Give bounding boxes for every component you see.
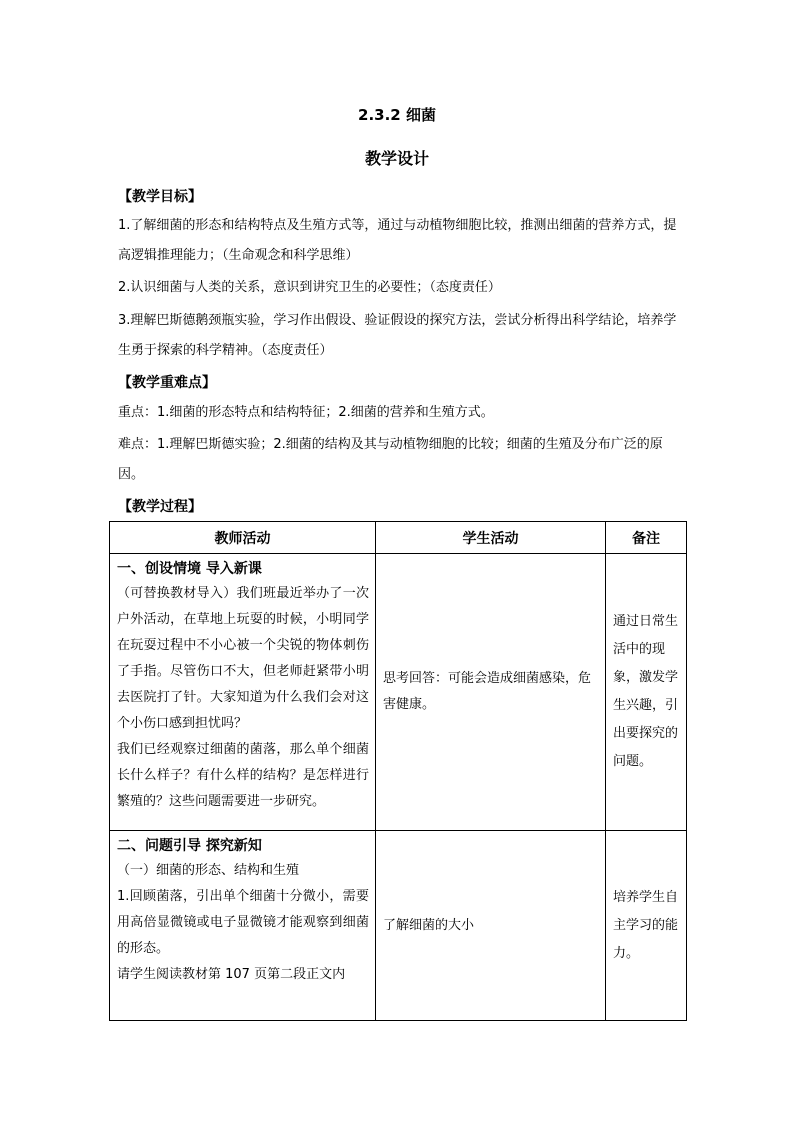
teacher-activity-cell — [110, 554, 376, 831]
student-activity-cell: 思考回答：可能会造成细菌感染，危害健康。 — [376, 554, 606, 831]
process-heading: 【教学过程】 — [118, 499, 202, 515]
table-header-row — [110, 522, 687, 554]
teacher-activity-cell — [110, 831, 376, 1021]
lesson-title: 2.3.2 细菌 — [358, 106, 436, 124]
section-title: 一、创设情境 导入新课 — [117, 561, 262, 577]
teacher-text: （可替换教材导入）我们班最近举办了一次户外活动，在草地上玩耍的时候，小明同学在玩耍过程中不小心被一个尖锐的物体刺伤了手指。尽管伤口不大，但老师赶紧带小明去医院打了针。大家知道为什么我们会对这个小伤口感到担忧吗？ — [117, 586, 369, 731]
header-teacher: 教师活动 — [110, 522, 376, 554]
goal-1: 1.了解细菌的形态和结构特点及生殖方式等，通过与动植物细胞比较，推测出细菌的营养方式，提高逻辑推理能力；（生命观念和科学思维） — [118, 218, 677, 263]
teacher-text: 1.回顾菌落，引出单个细菌十分微小，需要用高倍显微镜或电子显微镜才能观察到细菌的形态。 — [117, 889, 369, 956]
table-row — [110, 831, 687, 1021]
goals-heading: 【教学目标】 — [118, 189, 202, 205]
table-row — [110, 554, 687, 831]
design-title: 教学设计 — [364, 149, 429, 168]
key-points: 重点：1.细菌的形态特点和结构特征；2.细菌的营养和生殖方式。 — [118, 405, 494, 420]
teacher-text: （一）细菌的形态、结构和生殖 — [117, 863, 300, 878]
goal-3: 3.理解巴斯德鹅颈瓶实验，学习作出假设、验证假设的探究方法，尝试分析得出科学结论，培养学生勇于探索的科学精神。（态度责任） — [118, 313, 677, 358]
goal-2: 2.认识细菌与人类的关系，意识到讲究卫生的必要性；（态度责任） — [118, 280, 501, 295]
header-note: 备注 — [606, 522, 687, 554]
student-activity-cell: 了解细菌的大小 — [376, 831, 606, 1021]
key-points-heading: 【教学重难点】 — [118, 375, 216, 391]
note-cell: 培养学生自主学习的能力。 — [606, 831, 687, 1021]
teacher-text: 我们已经观察过细菌的菌落，那么单个细菌长什么样子？有什么样的结构？是怎样进行繁殖的？这些问题需要进一步研究。 — [117, 742, 369, 809]
process-table — [109, 521, 687, 1021]
section-title: 二、问题引导 探究新知 — [117, 838, 262, 854]
note-cell: 通过日常生活中的现象，激发学生兴趣，引出要探究的问题。 — [606, 554, 687, 831]
header-student: 学生活动 — [376, 522, 606, 554]
teacher-text: 请学生阅读教材第 107 页第二段正文内 — [117, 967, 346, 982]
difficult-points: 难点：1.理解巴斯德实验；2.细菌的结构及其与动植物细胞的比较；细菌的生殖及分布广泛的原因。 — [118, 437, 663, 482]
